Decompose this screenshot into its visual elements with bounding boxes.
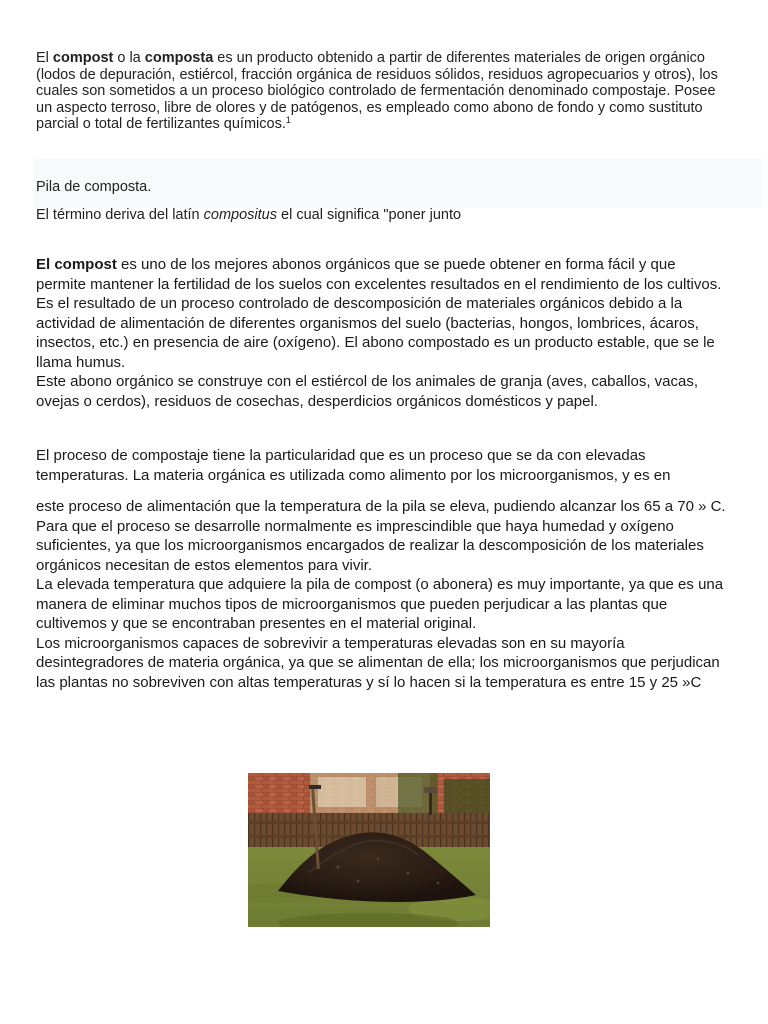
latin-term: compositus xyxy=(203,207,277,223)
paragraph: El proceso de compostaje tiene la particularidad que es un proceso que se da con elevadas temperaturas. La materia orgánica es utilizada como alimento por los microorganismos, y es en xyxy=(36,447,671,484)
section-temperature xyxy=(36,497,726,692)
section-process-intro xyxy=(36,446,726,485)
intro-text: El xyxy=(36,50,53,66)
term-composta: composta xyxy=(144,50,214,66)
paragraph: Es el resultado de un proceso controlado de descomposición de materiales orgánicos debido a la actividad de alimentación de diferentes organismos del suelo (bacterias, hongos, lombrices, ácaros, insectos, etc.) en presencia de aire (oxígeno). El abono compostado es un producto estable, que se le llama humus. xyxy=(36,295,715,371)
intro-text: o la xyxy=(113,50,145,66)
paragraph: Este abono orgánico se construye con el estiércol de los animales de granja (aves, caballos, vacas, ovejas o cerdos), residuos de cosechas, desperdicios orgánicos domésticos y papel. xyxy=(36,373,699,410)
etymology-text: El término deriva del latín xyxy=(36,207,204,223)
etymology-line xyxy=(36,207,461,224)
paragraph: Los microorganismos capaces de sobrevivir a temperaturas elevadas son en su mayoría desintegradores de materia orgánica, ya que se alimentan de ella; los microorganismos que perjudican las plantas no sobreviven con altas temperaturas y sí lo hacen si la temperatura es entre 15 y 25 »C xyxy=(36,634,720,691)
compost-pile-photo xyxy=(248,773,490,927)
term-compost: compost xyxy=(52,50,114,66)
paragraph: este proceso de alimentación que la temperatura de la pila se eleva, pudiendo alcanzar los 65 a 70 » C. Para que el proceso se desarrolle normalmente es imprescindible que haya humedad y oxígeno suficientes, ya que los microorganismos encargados de realizar la descomposición de los materiales orgánicos necesitan de estos elementos para vivir. xyxy=(36,498,726,574)
footnote-link[interactable]: 1 xyxy=(285,115,291,126)
intro-text: es un producto obtenido a partir de diferentes materiales de origen orgánico (lodos de depuración, estiércol, fracción orgánica de residuos sólidos, residuos agropecuarios y otros), los cuales son sometidos a un proceso biológico controlado de fermentación denominado compostaje. Posee un aspecto terroso, libre de olores y de patógenos, es empleado como abono de fondo y como sustituto parcial o total de fertilizantes químicos. xyxy=(36,50,718,133)
paragraph xyxy=(36,255,726,294)
intro-paragraph xyxy=(36,50,726,133)
etymology-text: el cual significa "poner junto xyxy=(276,207,462,223)
bold-term: El compost xyxy=(36,256,117,273)
paragraph: La elevada temperatura que adquiere la pila de compost (o abonera) es muy importante, ya que es una manera de eliminar muchos tipos de microorganismos que pueden perjudicar a las plantas que cultivemos y que se encontraban presentes en el material original. xyxy=(36,576,724,632)
image-caption: Pila de composta. xyxy=(36,179,152,195)
section-compost-definition xyxy=(36,255,726,411)
paragraph-text: es uno de los mejores abonos orgánicos que se puede obtener en forma fácil y que permite mantener la fertilidad de los suelos con excelentes resultados en el rendimiento de los cultivos. xyxy=(36,256,722,293)
